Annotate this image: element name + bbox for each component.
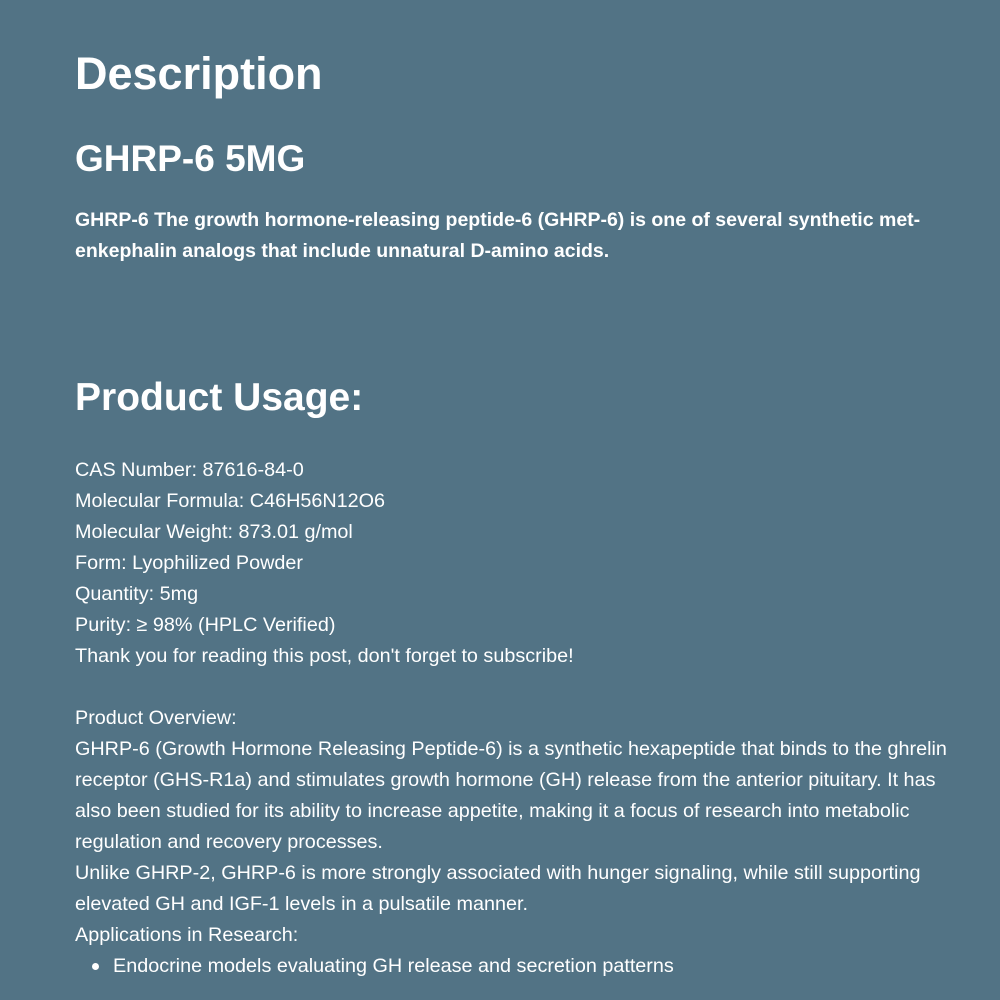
product-intro: GHRP-6 The growth hormone-releasing peptide-6 (GHRP-6) is one of several synthetic met-enkephalin analogs that include unnatural D-amino acids. (75, 209, 921, 262)
application-item-text: Endocrine models evaluating GH release and secretion patterns (113, 955, 674, 977)
product-purity: Purity: ≥ 98% (HPLC Verified) (75, 614, 336, 636)
spacer (75, 672, 960, 703)
applications-list (75, 951, 960, 982)
subscribe-note: Thank you for reading this post, don't forget to subscribe! (75, 645, 574, 667)
overview-paragraph-2: Unlike GHRP-2, GHRP-6 is more strongly associated with hunger signaling, while still supporting elevated GH and IGF-1 levels in a pulsatile manner. (75, 862, 921, 915)
overview-paragraph-1: GHRP-6 (Growth Hormone Releasing Peptide-6) is a synthetic hexapeptide that binds to the ghrelin receptor (GHS-R1a) and stimulates growth hormone (GH) release from the anterior pituitary. It has also been studied for its ability to increase appetite, making it a focus of research into metabolic regulation and recovery processes. (75, 738, 947, 853)
molecular-weight: Molecular Weight: 873.01 g/mol (75, 521, 353, 543)
product-title: GHRP-6 5MG (75, 138, 306, 179)
bullet-icon (92, 963, 99, 970)
list-item (75, 951, 960, 982)
product-quantity: Quantity: 5mg (75, 583, 199, 605)
product-details (75, 455, 960, 982)
product-form: Form: Lyophilized Powder (75, 552, 303, 574)
usage-heading: Product Usage: (75, 376, 364, 419)
description-heading: Description (75, 48, 323, 99)
overview-label: Product Overview: (75, 707, 237, 729)
applications-label: Applications in Research: (75, 924, 299, 946)
molecular-formula: Molecular Formula: C46H56N12O6 (75, 490, 386, 512)
cas-number: CAS Number: 87616-84-0 (75, 459, 304, 481)
